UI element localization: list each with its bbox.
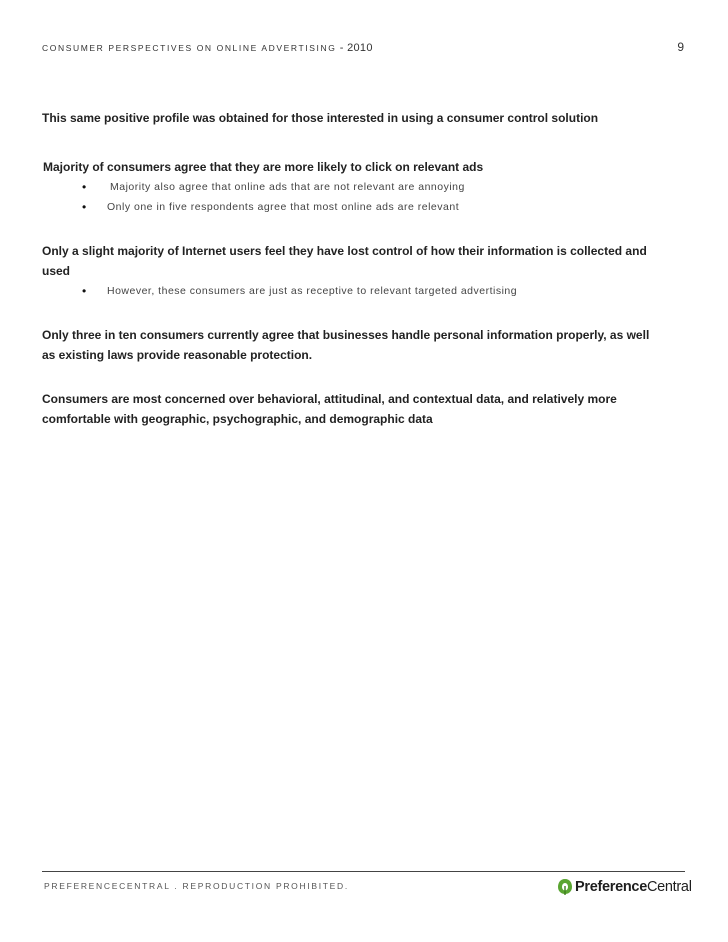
finding-block-4 — [42, 325, 662, 365]
copyright-notice: PREFERENCECENTRAL . REPRODUCTION PROHIBITED. — [44, 881, 349, 891]
bullet-list — [42, 281, 662, 301]
bullet-icon: • — [82, 284, 87, 298]
finding-text: Consumers are most concerned over behavioral, attitudinal, and contextual data, and relatively more comfortable with geographic, psychographic, and demographic data — [42, 392, 617, 426]
main-content — [42, 108, 662, 453]
finding-text: Only three in ten consumers currently agree that businesses handle personal information properly, as well as existing laws provide reasonable protection. — [42, 328, 650, 362]
finding-text: This same positive profile was obtained for those interested in using a consumer control solution — [42, 111, 599, 125]
document-title-text: CONSUMER PERSPECTIVES ON ONLINE ADVERTISING — [42, 43, 337, 53]
bullet-text: However, these consumers are just as receptive to relevant targeted advertising — [107, 285, 518, 297]
finding-block-1 — [42, 108, 662, 128]
bullet-item — [42, 197, 662, 217]
finding-text: Majority of consumers agree that they are more likely to click on relevant ads — [43, 160, 484, 174]
bullet-item — [42, 281, 662, 301]
footer-divider — [42, 871, 685, 872]
bullet-icon: • — [82, 180, 87, 194]
finding-block-3 — [42, 241, 662, 301]
document-year: - 2010 — [336, 42, 373, 54]
document-title — [42, 42, 373, 54]
bullet-item — [42, 177, 662, 197]
leaf-icon — [557, 878, 573, 896]
bullet-text: Only one in five respondents agree that most online ads are relevant — [107, 201, 460, 213]
preferencecentral-logo — [557, 876, 692, 898]
finding-text: Only a slight majority of Internet users feel they have lost control of how their information is collected and used — [42, 244, 647, 278]
bullet-icon: • — [82, 200, 87, 214]
bullet-list — [42, 177, 662, 217]
logo-wordmark: PreferenceCentral — [575, 879, 692, 895]
finding-block-2 — [42, 157, 662, 217]
page-number: 9 — [677, 40, 684, 54]
finding-block-5 — [42, 389, 662, 429]
bullet-text: Majority also agree that online ads that are not relevant are annoying — [110, 181, 465, 193]
